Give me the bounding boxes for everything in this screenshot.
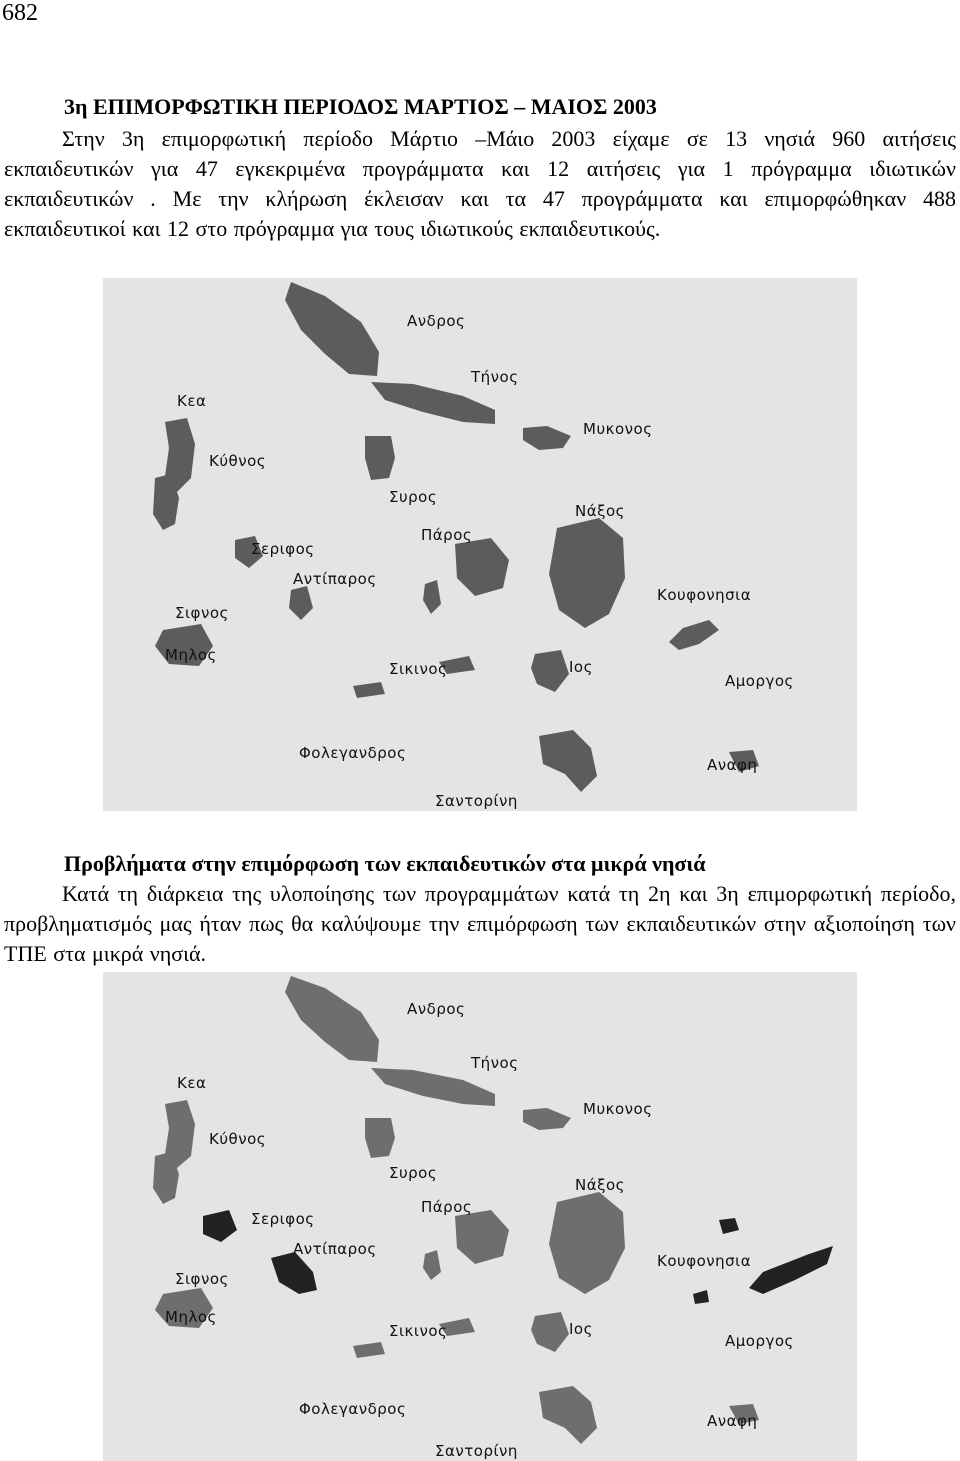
island-paros [455,1210,509,1264]
label-mykonos: Μυκονος [583,1100,653,1118]
label-mykonos: Μυκονος [583,420,653,438]
paragraph-problems [4,879,956,969]
label-koufonisia: Κουφονησια [657,1252,752,1270]
label-antiparos: Αντίπαρος [293,570,377,588]
label-sikinos: Σικινος [389,660,448,678]
label-santorini: Σαντορίνη [435,792,518,810]
island-santorini [539,730,597,792]
label-syros: Συρος [389,488,438,506]
island-mykonos [523,1108,571,1130]
label-kea: Κεα [177,392,207,410]
paragraph-3rd-period-text: Στην 3η επιμορφωτική περίοδο Μάρτιο –Μάιο 2003 είχαμε σε 13 νησιά 960 αιτήσεις εκπαιδευτικών για 47 εγκεκριμένα προγράμματα και 12 αιτήσεις για 1 πρόγραμμα ιδιωτικών εκπαιδευτικών . Με την κλήρωση έκλεισαν και τα 47 προγράμματα και επιμορφώθηκαν 488 εκπαιδευτικοί και 12 στο πρόγραμμα για τους ιδιωτικούς εκπαιδευτικούς. [4,126,956,241]
island-syros [365,436,395,480]
label-kea: Κεα [177,1074,207,1092]
label-folegandros: Φολεγανδρος [299,1400,407,1418]
label-sifnos: Σιφνος [175,604,229,622]
island-ios [531,1312,569,1352]
island-amorgos-dark [749,1246,833,1294]
island-donousa-dark [693,1290,709,1304]
label-kythnos: Κύθνος [209,452,267,470]
island-andros [285,282,379,376]
label-ios: Ιος [569,1320,593,1338]
island-santorini [539,1386,597,1444]
cyclades-map-1 [103,278,857,811]
island-koufonisia-dark [719,1218,739,1234]
paragraph-problems-text: Κατά τη διάρκεια της υλοποίησης των προγραμμάτων κατά τη 2η και 3η επιμορφωτική περίοδο, προβληματισμός μας ήταν πως θα καλύψουμε την επιμόρφωση των εκπαιδευτικών στην αξιοποίηση των ΤΠΕ στα μικρά νησιά. [4,881,956,966]
label-sifnos: Σιφνος [175,1270,229,1288]
section-heading-problems: Προβλήματα στην επιμόρφωση των εκπαιδευτικών στα μικρά νησιά [64,851,706,876]
island-tinos [371,382,495,424]
label-koufonisia: Κουφονησια [657,586,752,604]
island-serifos-dark [203,1210,237,1242]
label-folegandros: Φολεγανδρος [299,744,407,762]
island-ios [531,650,569,692]
island-naxos [549,518,625,628]
label-naxos: Νάξος [575,502,625,520]
island-sifnos-dark [271,1252,317,1294]
label-amorgos: Αμοργος [725,1332,794,1350]
island-folegandros [353,1342,385,1358]
island-tinos [371,1068,495,1106]
page-number: 682 [2,0,38,26]
label-santorini: Σαντορίνη [435,1442,518,1460]
island-amorgos [669,620,719,650]
island-naxos [549,1192,625,1294]
island-sifnos [289,586,313,620]
label-ios: Ιος [569,658,593,676]
label-milos: Μηλος [165,1308,217,1326]
label-antiparos: Αντίπαρος [293,1240,377,1258]
label-milos: Μηλος [165,646,217,664]
label-syros: Συρος [389,1164,438,1182]
island-syros [365,1118,395,1158]
label-sikinos: Σικινος [389,1322,448,1340]
island-antiparos [423,580,441,614]
label-paros: Πάρος [421,526,473,544]
label-kythnos: Κύθνος [209,1130,267,1148]
section-heading-3rd-period: 3η ΕΠΙΜΟΡΦΩΤΙΚΗ ΠΕΡΙΟΔΟΣ ΜΑΡΤΙΟΣ – ΜΑΙΟΣ 2003 [64,94,657,119]
label-naxos: Νάξος [575,1176,625,1194]
cyclades-map-2 [103,972,857,1461]
label-tinos: Τήνος [471,368,519,386]
label-tinos: Τήνος [471,1054,519,1072]
label-andros: Ανδρος [407,1000,466,1018]
island-folegandros [353,682,385,698]
island-antiparos [423,1250,441,1280]
label-paros: Πάρος [421,1198,473,1216]
label-serifos: Σεριφος [251,540,315,558]
island-paros [455,538,509,596]
label-serifos: Σεριφος [251,1210,315,1228]
label-anafi: Αναφη [707,1412,758,1430]
island-andros [285,976,379,1062]
label-andros: Ανδρος [407,312,466,330]
island-mykonos [523,426,571,450]
label-anafi: Αναφη [707,756,758,774]
label-amorgos: Αμοργος [725,672,794,690]
paragraph-3rd-period [4,124,956,244]
